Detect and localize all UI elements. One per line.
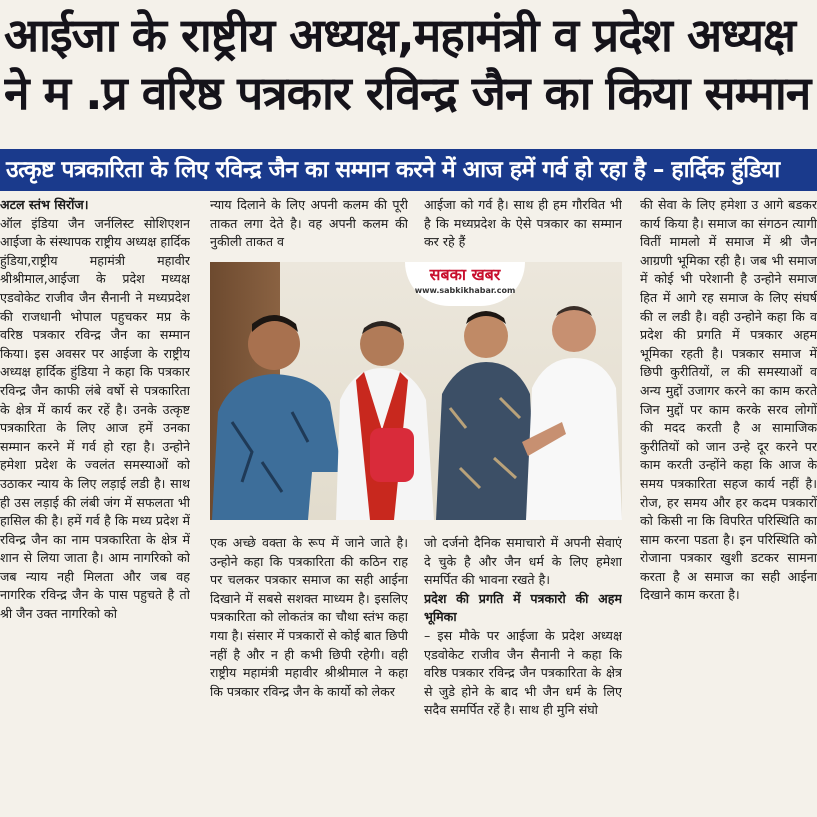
c3b-paragraph-2: – इस मौके पर आईजा के प्रदेश अध्यक्ष एडवोकेट राजीव जैन सैनानी ने कहा कि वरिष्ठ पत्रकार रविन्द्र जैन पत्रकारिता के क्षेत्र से जुडे होने के बाद भी जैन धर्म के लिए सदैव समर्पित रहें है। साथ ही मुनि संघो — [424, 627, 622, 718]
c2a-paragraph-0: न्याय दिलाने के लिए अपनी कलम की पूरी ताकत लगा देते है। वह अपनी कलम की नुकीली ताकत व — [210, 197, 408, 250]
article-column-3-top — [424, 196, 622, 256]
c1-paragraph-0: अटल स्तंभ सिरोंज। — [0, 197, 89, 212]
logo-url: www.sabkikhabar.com — [414, 286, 516, 295]
article-column-4 — [640, 196, 817, 812]
article-column-2-bottom — [210, 534, 408, 788]
c3b-paragraph-1: प्रदेश की प्रगति में पत्रकारो की अहम भूमिका — [424, 590, 622, 625]
c2b-paragraph-0: एक अच्छे वक्ता के रूप में जाने जाते है। उन्होने कहा कि पत्रकारिता की कठिन राह पर चलकर पत्रकार समाज का सही आईना दिखाने में सबसे सशक्त माध्यम है। इसलिए पत्रकारिता को लोकतंत्र का चौथा स्तंभ कहा गया है। संसार में पत्रकारों से कोई बात छिपी नहीं है और न ही कभी छिपी रहेगी। वही राष्ट्रीय महामंत्री महावीर श्रीश्रीमाल ने कहा कि पत्रकार रविन्द्र जैन के कार्यो को लेकर — [210, 535, 408, 699]
headline-line-1: आईजा के राष्ट्रीय अध्यक्ष,महामंत्री व प्रदेश अध्यक्ष — [4, 8, 796, 62]
c4-paragraph-0: की सेवा के लिए हमेशा उ आगे बडकर कार्य किया है। समाज का संगठन त्यागी वितीं मामलो में समाज में श्री जैन आग्रणी भूमिका रही है। जब भी समाज में कोई भी परेशानी है उन्होने समाज हित में आगे रह समाज के लिए संघर्ष की ल लडी है। वही उन्होने कहा कि व प्रदेश की प्रगति में पत्रकार अहम भूमिका रहती है। पत्रकार समाज में छिपी कुरीतियों, ल की समस्याओं व अन्य मुद्दों उजागर करने का काम करते जिन मुद्दों पर काम करके सरव लोगों की मदद करती है अ सामाजिक कुरीतियों को जान उन्हे दूर करने पर काम करती उन्होंने कहा कि आज के समय पत्रकारिता सहज कार्य नहीं है। रोज, हर समय और हर कदम पत्रकारों को किसी ना कि विपरित परिस्थिति का साम करना पडता है। इन परिस्थिति को रोजाना पत्रकार खुशी डटकर सामना करता है अ समाज का सही आईना दिखाने काम करता है। — [640, 197, 817, 603]
article-column-1 — [0, 196, 190, 788]
person-1-figure — [212, 302, 342, 520]
person-4-figure — [522, 292, 622, 520]
subheadline-banner: उत्कृष्ट पत्रकारिता के लिए रविन्द्र जैन का सम्मान करने में आज हमें गर्व हो रहा है – हार्दिक हुंडिया — [0, 149, 817, 191]
c1-paragraph-1: ऑल इंडिया जैन जर्नलिस्ट सोशिएशन आईजा के संस्थापक राष्ट्रीय अध्यक्ष हार्दिक हुंडिया,राष्ट्रीय महामंत्री महावीर श्रीश्रीमाल,आईजा के प्रदेश मध्यक्ष एडवोकेट राजीव जैन सैनानी ने मध्यप्रदेश की राजधानी भोपाल पहुचकर मप्र के वरिष्ठ पत्रकार रविन्द्र जैन का सम्मान किया। इस अवसर पर आईजा के राष्ट्रीय अध्यक्ष हार्दिक हुंडिया ने कहा कि पत्रकार रविन्द्र जैन काफी लंबे वर्षो से पत्रकारिता के क्षेत्र में कार्य कर रहें है। उनके उत्कृष्ट पत्रकारिता के लिए आज हमें उनका सम्मान करने में गर्व हो रहा है। उन्होने हमेशा प्रदेश के ज्वलंत समस्याओं को उठाकर न्याय के लिए लड़ाई लडी है। साथ ही उस लड़ाई की लंबी जंग में सफलता भी हासिल की है। हमें गर्व है कि मध्य प्रदेश में रविन्द्र जैन का नाम पत्रकारिता के क्षेत्र में शान से लिया जाता है। आम नागरिको को जब न्याय नही मिलता और जब वह नागरिक रविन्द्र जैन के पास पहुचते है तो श्री जैन उक्त नागरिको को — [0, 215, 190, 622]
c3a-paragraph-0: आईजा को गर्व है। साथ ही हम गौरवित भी है कि मध्यप्रदेश के ऐसे पत्रकार का सम्मान कर रहे हैं — [424, 197, 622, 250]
article-column-2-top — [210, 196, 408, 256]
logo-text: सबका खबर — [429, 265, 501, 284]
headline-line-2: ने म .प्र वरिष्ठ पत्रकार रविन्द्र जैन का किया सम्मान — [4, 66, 811, 120]
c3b-paragraph-0: जो दर्जनो दैनिक समाचारो में अपनी सेवाएं दे चुके है और जैन धर्म के लिए हमेशा समर्पित की भावना रखते है। — [424, 535, 622, 588]
article-column-3-bottom — [424, 534, 622, 788]
person-2-figure — [330, 310, 440, 520]
headline — [4, 6, 817, 122]
next-headline-cutoff — [0, 792, 817, 817]
news-photo — [210, 262, 622, 520]
